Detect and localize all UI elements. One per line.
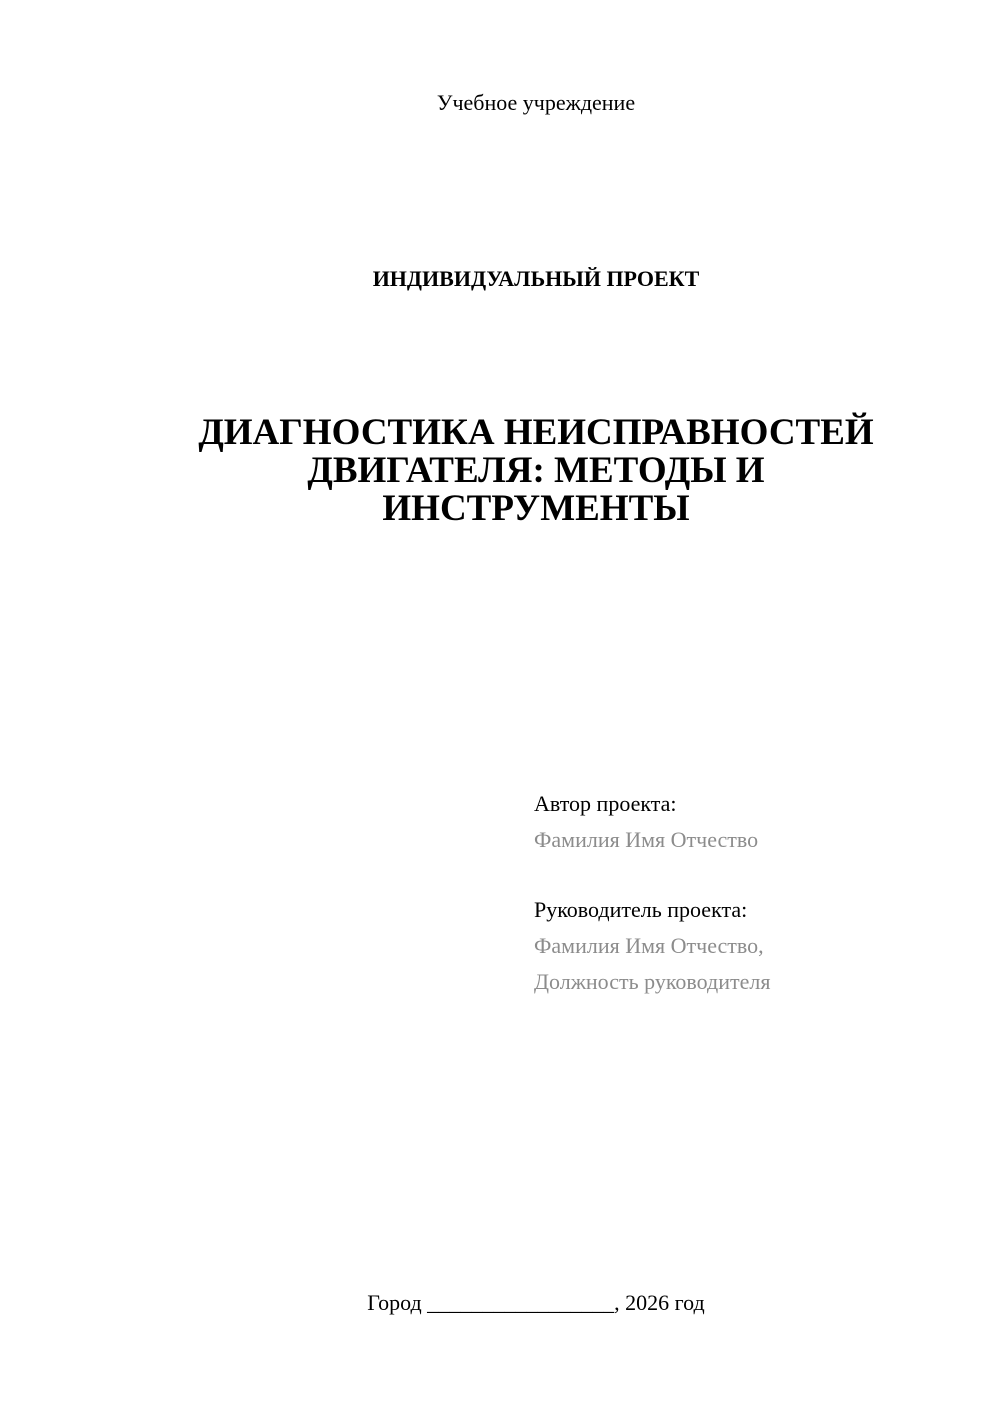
document-type: ИНДИВИДУАЛЬНЫЙ ПРОЕКТ: [372, 266, 700, 291]
supervisor-position: Должность руководителя: [534, 969, 771, 994]
author-name: Фамилия Имя Отчество: [534, 827, 759, 852]
project-title-line: ИНСТРУМЕНТЫ: [382, 488, 690, 529]
project-title: [150, 414, 922, 528]
supervisor-label: Руководитель проекта:: [534, 897, 748, 922]
project-title-line: ДИАГНОСТИКА НЕИСПРАВНОСТЕЙ: [198, 412, 874, 453]
institution-name: Учебное учреждение: [436, 90, 636, 115]
project-info: [534, 786, 974, 1000]
author-label: Автор проекта:: [534, 791, 677, 816]
info-spacer: [534, 858, 974, 892]
supervisor-name: Фамилия Имя Отчество,: [534, 933, 764, 958]
project-title-line: ДВИГАТЕЛЯ: МЕТОДЫ И: [307, 450, 765, 491]
city-year-line: Город _________________, 2026 год: [367, 1290, 705, 1315]
